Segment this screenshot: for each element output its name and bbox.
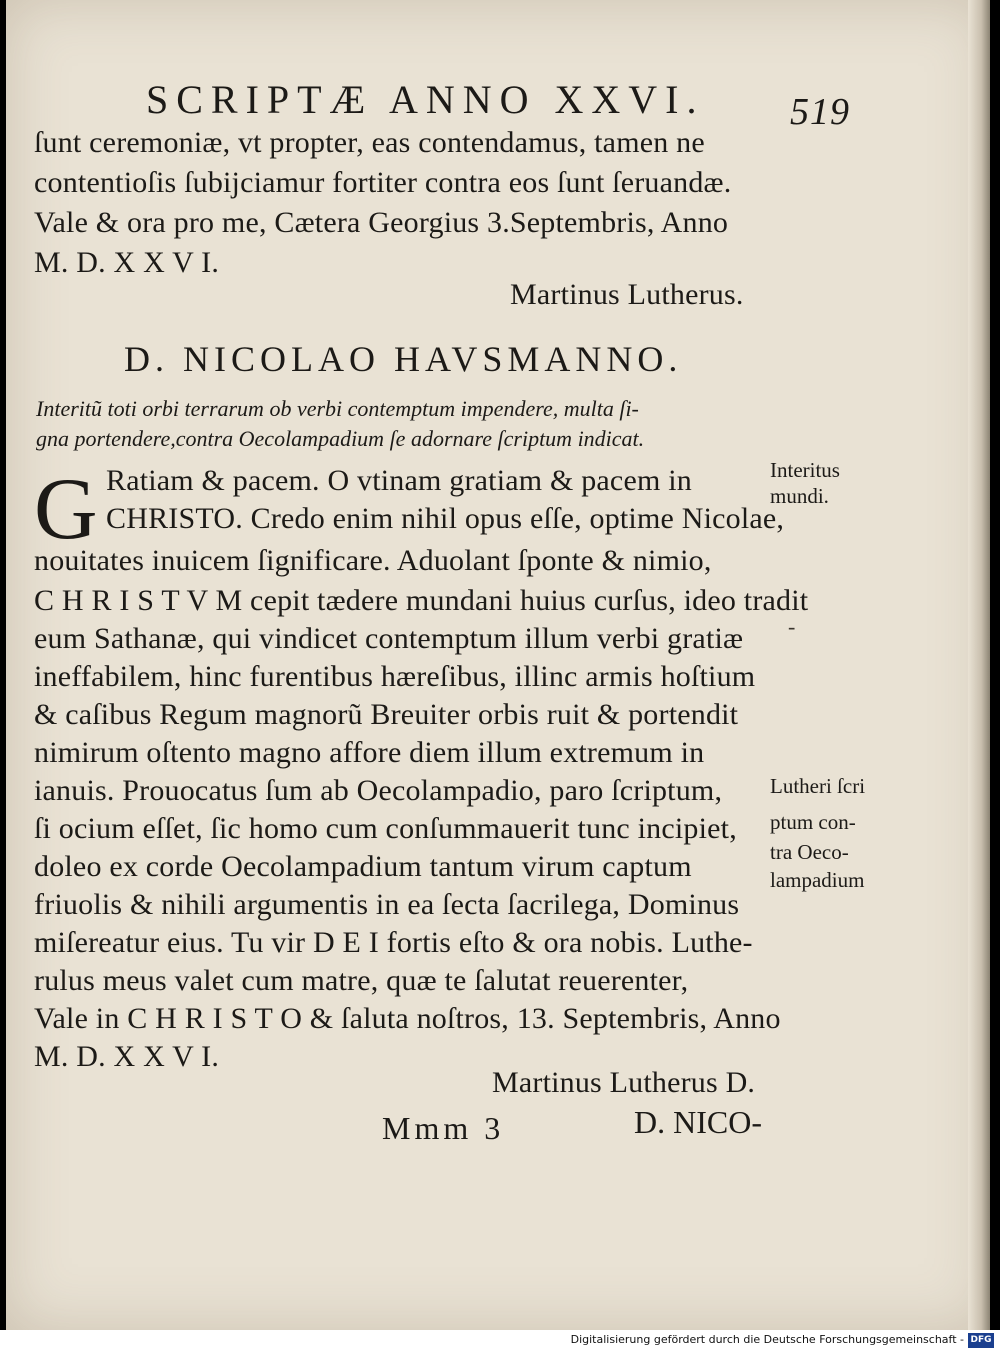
page-edge <box>968 0 990 1330</box>
text-line: & caſibus Regum magnorũ Breuiter orbis ruit & portendit <box>34 698 739 731</box>
book-page <box>6 0 990 1330</box>
margin-note: Interitus <box>770 458 840 482</box>
page-number: 519 <box>790 91 850 133</box>
dfg-logo: DFG <box>968 1333 994 1348</box>
text-line: Ratiam & pacem. O vtinam gratiam & pacem in <box>106 464 692 497</box>
text-line: eum Sathanæ, qui vindicet contemptum illum verbi gratiæ <box>34 622 744 655</box>
text-line: CHRISTO. Credo enim nihil opus eſſe, optime Nicolae, <box>106 502 785 535</box>
margin-note: mundi. <box>770 484 829 508</box>
summary-line: gna portendere,contra Oecolampadium ſe adornare ſcriptum indicat. <box>36 426 645 451</box>
summary-line: Interitũ toti orbi terrarum ob verbi contemptum impendere, multa ſi- <box>36 396 639 421</box>
margin-note: ptum con- <box>770 810 856 834</box>
drop-capital: G <box>34 461 98 558</box>
margin-note: Lutheri ſcri <box>770 774 866 798</box>
text-line: nouitates inuicem ſignificare. Aduolant ſponte & nimio, <box>34 544 712 577</box>
text-line: Vale in C H R I S T O & ſaluta noſtros, 13. Septembris, Anno <box>34 1002 781 1035</box>
margin-note: tra Oeco- <box>770 840 849 864</box>
margin-dash-icon: - <box>788 614 796 639</box>
letter-heading: D. NICOLAO HAVSMANNO. <box>124 339 683 379</box>
text-line: nimirum oſtento magno affore diem illum extremum in <box>34 736 705 769</box>
credit-bar <box>0 1330 1000 1352</box>
signature: Martinus Lutherus D. <box>492 1066 756 1099</box>
text-line: friuolis & nihili argumentis in ea ſecta ſacrilega, Dominus <box>34 888 740 921</box>
signature: Martinus Lutherus. <box>510 278 744 311</box>
margin-note: lampadium <box>770 868 865 892</box>
text-line: doleo ex corde Oecolampadium tantum virum captum <box>34 850 692 883</box>
text-line: miſereatur eius. Tu vir D E I fortis eſto & ora nobis. Luthe- <box>34 926 753 959</box>
credit-text: Digitalisierung gefördert durch die Deutsche Forschungsgemeinschaft - <box>570 1333 964 1346</box>
text-line: ſunt ceremoniæ, vt propter, eas contendamus, tamen ne <box>34 126 705 159</box>
catchword: D. NICO- <box>634 1104 762 1140</box>
text-line: contentioſis ſubijciamur fortiter contra eos ſunt ſeruandæ. <box>34 166 732 199</box>
text-line: M. D. X X V I. <box>34 1040 220 1073</box>
text-line: C H R I S T V M cepit tædere mundani huius curſus, ideo tradit <box>34 584 809 617</box>
text-line: ſi ocium eſſet, ſic homo cum conſummauerit tunc incipiet, <box>34 812 737 845</box>
running-head: SCRIPTÆ ANNO XXVI. <box>146 77 705 122</box>
signature-mark: Mmm 3 <box>382 1110 505 1146</box>
text-line: rulus meus valet cum matre, quæ te ſalutat reuerenter, <box>34 964 689 997</box>
text-line: Vale & ora pro me, Cætera Georgius 3.Septembris, Anno <box>34 206 729 239</box>
text-line: M. D. X X V I. <box>34 246 220 279</box>
text-line: ianuis. Prouocatus ſum ab Oecolampadio, paro ſcriptum, <box>34 774 723 807</box>
text-line: ineffabilem, hinc furentibus hæreſibus, illinc armis hoſtium <box>34 660 756 693</box>
